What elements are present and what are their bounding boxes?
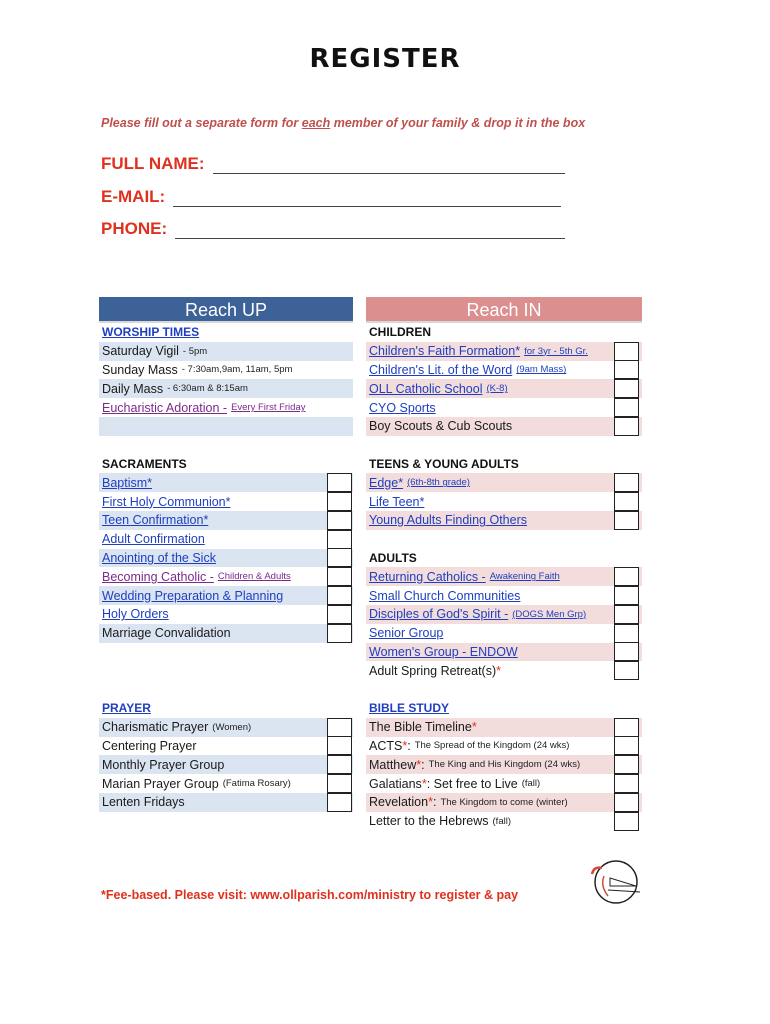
phone-label: PHONE:	[101, 219, 168, 238]
checkbox[interactable]	[327, 793, 352, 812]
item-label: Daily Mass	[102, 381, 164, 396]
list-item	[366, 755, 642, 774]
item-label: Matthew	[369, 757, 417, 772]
list-item	[99, 361, 353, 380]
item-link[interactable]: Children's Faith Formation*	[369, 344, 521, 359]
item-label: Letter to the Hebrews	[369, 814, 489, 829]
checkbox[interactable]	[327, 530, 352, 549]
item-label: Centering Prayer	[102, 738, 197, 753]
item-link[interactable]: CYO Sports	[369, 400, 436, 415]
list-item	[99, 511, 353, 530]
intro-each: each	[301, 116, 331, 130]
item-note: The Kingdom to come (winter)	[440, 796, 568, 808]
list-item	[366, 661, 642, 680]
item-label: Saturday Vigil	[102, 344, 179, 359]
item-note[interactable]: (DOGS Men Grp)	[512, 608, 587, 620]
item-note[interactable]: (9am Mass)	[516, 364, 567, 376]
item-note[interactable]: (K-8)	[486, 383, 508, 395]
item-link[interactable]: Wedding Preparation & Planning	[102, 588, 284, 603]
checkbox[interactable]	[614, 718, 639, 737]
checkbox[interactable]	[327, 605, 352, 624]
item-note: (Women)	[212, 721, 252, 733]
item-link[interactable]: Anointing of the Sick	[102, 550, 216, 565]
item-link[interactable]: Children's Lit. of the Word	[369, 362, 513, 377]
item-link[interactable]: Teen Confirmation*	[102, 513, 209, 528]
reach-in-column	[366, 297, 642, 831]
children-title: CHILDREN	[369, 325, 431, 340]
checkbox[interactable]	[614, 379, 639, 398]
list-item-empty	[99, 417, 353, 436]
item-note[interactable]: (6th-8th grade)	[407, 477, 470, 489]
item-label: The Bible Timeline	[369, 720, 472, 735]
worship-times-title[interactable]: WORSHIP TIMES	[102, 325, 200, 340]
email-label: E-MAIL:	[101, 187, 166, 206]
item-label: Charismatic Prayer	[102, 720, 209, 735]
item-label: Sunday Mass	[102, 362, 178, 377]
fee-star: *	[428, 795, 433, 810]
list-item	[366, 605, 642, 624]
intro-text	[101, 116, 585, 130]
checkbox[interactable]	[614, 736, 639, 755]
item-colon: : Set free to Live	[426, 776, 518, 791]
item-label: Adult Spring Retreat(s)	[369, 663, 497, 678]
item-note: - 5pm	[182, 345, 208, 357]
fee-star: *	[421, 776, 427, 791]
checkbox[interactable]	[327, 736, 352, 755]
item-note: (fall)	[492, 815, 511, 827]
list-item	[99, 605, 353, 624]
item-note[interactable]: Children & Adults	[217, 571, 291, 583]
list-item	[366, 342, 642, 361]
item-label: Marriage Convalidation	[102, 626, 231, 641]
fee-star: *	[471, 720, 477, 735]
list-item	[366, 718, 642, 737]
item-link[interactable]: Young Adults Finding Others	[369, 513, 527, 528]
intro-before: Please fill out a separate form for	[101, 116, 302, 130]
checkbox[interactable]	[614, 586, 639, 605]
list-item	[366, 361, 642, 380]
item-note: - 7:30am,9am, 11am, 5pm	[181, 364, 293, 376]
item-colon: :	[421, 757, 425, 772]
item-link[interactable]: Adult Confirmation	[102, 532, 205, 547]
list-item	[366, 379, 642, 398]
item-note: (Fatima Rosary)	[222, 778, 291, 790]
checkbox[interactable]	[614, 360, 639, 379]
item-label: Lenten Fridays	[102, 795, 185, 810]
parish-logo-icon	[586, 856, 646, 906]
checkbox[interactable]	[614, 398, 639, 417]
item-link[interactable]: Eucharistic Adoration -	[102, 400, 228, 415]
item-link[interactable]: Holy Orders	[102, 607, 169, 622]
item-link[interactable]: Disciples of God's Spirit -	[369, 607, 509, 622]
full-name-field[interactable]	[101, 154, 565, 174]
list-item	[366, 774, 642, 793]
item-note: (fall)	[521, 778, 541, 790]
checkbox[interactable]	[614, 492, 639, 511]
list-item	[99, 718, 353, 737]
prayer-title[interactable]: PRAYER	[102, 701, 151, 716]
page-title: REGISTER	[309, 44, 461, 74]
fee-star: *	[402, 738, 408, 753]
list-item	[366, 643, 642, 662]
checkbox[interactable]	[327, 473, 352, 492]
email-line[interactable]	[173, 189, 561, 207]
item-link[interactable]: Baptism*	[102, 475, 153, 490]
teens-title: TEENS & YOUNG ADULTS	[369, 456, 519, 471]
list-item	[366, 567, 642, 586]
checkbox[interactable]	[327, 567, 352, 586]
item-link[interactable]: Becoming Catholic -	[102, 569, 214, 584]
checkbox[interactable]	[327, 774, 352, 793]
list-item	[366, 793, 642, 812]
list-item	[99, 342, 353, 361]
item-label: ACTS	[369, 738, 403, 753]
checkbox[interactable]	[327, 586, 352, 605]
checkbox[interactable]	[327, 548, 352, 567]
checkbox[interactable]	[614, 567, 639, 586]
list-item	[99, 567, 353, 586]
list-item	[366, 737, 642, 756]
checkbox[interactable]	[614, 812, 639, 831]
item-colon: :	[432, 795, 437, 810]
checkbox[interactable]	[614, 511, 639, 530]
item-note[interactable]: Awakening Faith	[489, 571, 560, 583]
list-item	[99, 473, 353, 492]
adults-title: ADULTS	[369, 550, 417, 565]
list-item	[366, 492, 642, 511]
list-item	[99, 549, 353, 568]
list-item	[99, 793, 353, 812]
checkbox[interactable]	[327, 492, 352, 511]
item-note: The King and His Kingdom (24 wks)	[428, 759, 581, 771]
item-link[interactable]: Edge*	[369, 475, 404, 490]
checkbox[interactable]	[614, 642, 639, 661]
list-item	[366, 473, 642, 492]
item-link[interactable]: First Holy Communion*	[102, 494, 231, 509]
checkbox[interactable]	[614, 755, 639, 774]
bible-study-title[interactable]: BIBLE STUDY	[369, 701, 450, 716]
item-label: Monthly Prayer Group	[102, 757, 225, 772]
list-item	[366, 398, 642, 417]
list-item	[366, 624, 642, 643]
item-label: Revelation	[369, 795, 429, 810]
full-name-line[interactable]	[213, 156, 565, 174]
list-item	[99, 755, 353, 774]
checkbox[interactable]	[327, 511, 352, 530]
item-label: Boy Scouts & Cub Scouts	[369, 419, 513, 434]
list-item	[99, 586, 353, 605]
item-link[interactable]: OLL Catholic School	[369, 381, 483, 396]
item-label: Marian Prayer Group	[102, 776, 219, 791]
item-link[interactable]: Returning Catholics -	[369, 569, 486, 584]
list-item	[366, 511, 642, 530]
item-link[interactable]: Senior Group	[369, 626, 444, 641]
checkbox[interactable]	[614, 342, 639, 361]
list-item	[366, 417, 642, 436]
checkbox[interactable]	[327, 718, 352, 737]
list-item	[99, 379, 353, 398]
item-link[interactable]: Life Teen*	[369, 494, 425, 509]
reach-in-header: Reach IN	[366, 297, 642, 323]
checkbox[interactable]	[614, 661, 639, 680]
fee-star: *	[496, 663, 502, 678]
list-item	[366, 586, 642, 605]
reach-up-header: Reach UP	[99, 297, 353, 323]
checkbox[interactable]	[614, 605, 639, 624]
checkbox[interactable]	[614, 774, 639, 793]
checkbox[interactable]	[327, 624, 352, 643]
item-note[interactable]: for 3yr - 5th Gr.	[524, 345, 588, 357]
list-item	[99, 398, 353, 417]
checkbox[interactable]	[614, 473, 639, 492]
checkbox[interactable]	[614, 417, 639, 436]
checkbox[interactable]	[327, 755, 352, 774]
reach-up-column	[99, 297, 353, 812]
item-label: Galatians	[369, 776, 422, 791]
item-link[interactable]: Women's Group - ENDOW	[369, 644, 518, 659]
item-link[interactable]: Small Church Communities	[369, 588, 521, 603]
list-item	[99, 737, 353, 756]
phone-field[interactable]	[101, 219, 565, 239]
list-item	[99, 530, 353, 549]
phone-line[interactable]	[175, 221, 565, 239]
footer-note: *Fee-based. Please visit: www.ollparish.com/ministry to register & pay	[101, 888, 519, 902]
full-name-label: FULL NAME:	[101, 154, 205, 173]
list-item	[99, 774, 353, 793]
intro-after: member of your family & drop it in the box	[330, 116, 586, 130]
checkbox[interactable]	[614, 793, 639, 812]
list-item	[99, 492, 353, 511]
checkbox[interactable]	[614, 624, 639, 643]
item-note: - 6:30am & 8:15am	[167, 383, 248, 395]
list-item	[366, 812, 642, 831]
item-note[interactable]: Every First Friday	[231, 402, 306, 414]
list-item	[99, 624, 353, 643]
sacraments-title: SACRAMENTS	[102, 456, 187, 471]
email-field[interactable]	[101, 187, 561, 207]
fee-star: *	[416, 757, 422, 772]
item-colon: :	[407, 738, 411, 753]
item-note: The Spread of the Kingdom (24 wks)	[414, 740, 570, 752]
